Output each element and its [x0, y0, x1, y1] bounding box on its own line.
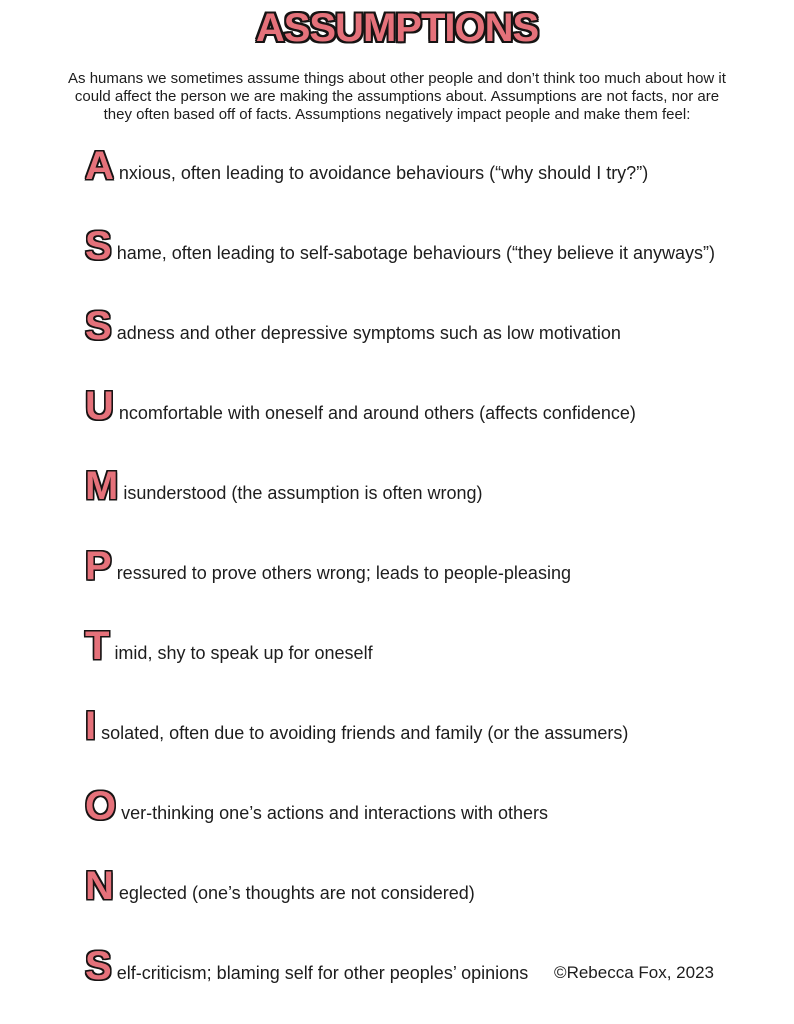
acronym-item	[85, 864, 745, 909]
drop-cap-letter: S	[85, 304, 112, 348]
drop-cap-letter: I	[85, 704, 97, 748]
item-text: eglected (one’s thoughts are not considered)	[118, 883, 475, 903]
drop-cap-letter: A	[85, 144, 114, 188]
acronym-list	[85, 144, 745, 989]
acronym-item	[85, 784, 745, 829]
item-text: imid, shy to speak up for oneself	[114, 643, 373, 663]
drop-cap-letter: N	[85, 864, 114, 908]
item-text: isunderstood (the assumption is often wrong)	[123, 483, 483, 503]
item-text: ver-thinking one’s actions and interactions with others	[121, 803, 549, 823]
intro-paragraph: As humans we sometimes assume things about other people and don’t think too much about how it could affect the person we are making the assumptions about. Assumptions are not facts, nor are they often based off of facts. Assumptions negatively impact people and make them feel:	[68, 70, 726, 123]
drop-cap-letter: O	[85, 784, 117, 828]
footer-credit: ©Rebecca Fox, 2023	[554, 963, 714, 982]
item-text: ressured to prove others wrong; leads to people-pleasing	[116, 563, 571, 583]
acronym-item	[85, 464, 745, 509]
acronym-item	[85, 144, 745, 189]
acronym-item	[85, 544, 745, 589]
acronym-item	[85, 224, 745, 269]
drop-cap-letter: S	[85, 944, 112, 988]
acronym-item	[85, 624, 745, 669]
item-text: elf-criticism; blaming self for other peoples’ opinions	[116, 963, 529, 983]
item-text: adness and other depressive symptoms such as low motivation	[116, 323, 621, 343]
item-text: hame, often leading to self-sabotage behaviours (“they believe it anyways”)	[116, 243, 716, 263]
acronym-item	[85, 704, 745, 749]
item-text: nxious, often leading to avoidance behaviours (“why should I try?”)	[118, 163, 649, 183]
page-title: ASSUMPTIONS	[255, 6, 539, 50]
item-text: solated, often due to avoiding friends and family (or the assumers)	[101, 723, 629, 743]
acronym-item	[85, 384, 745, 429]
drop-cap-letter: S	[85, 224, 112, 268]
drop-cap-letter: M	[85, 464, 119, 508]
acronym-item	[85, 304, 745, 349]
drop-cap-letter: U	[85, 384, 114, 428]
drop-cap-letter: T	[85, 624, 110, 668]
item-text: ncomfortable with oneself and around others (affects confidence)	[118, 403, 636, 423]
drop-cap-letter: P	[85, 544, 112, 588]
